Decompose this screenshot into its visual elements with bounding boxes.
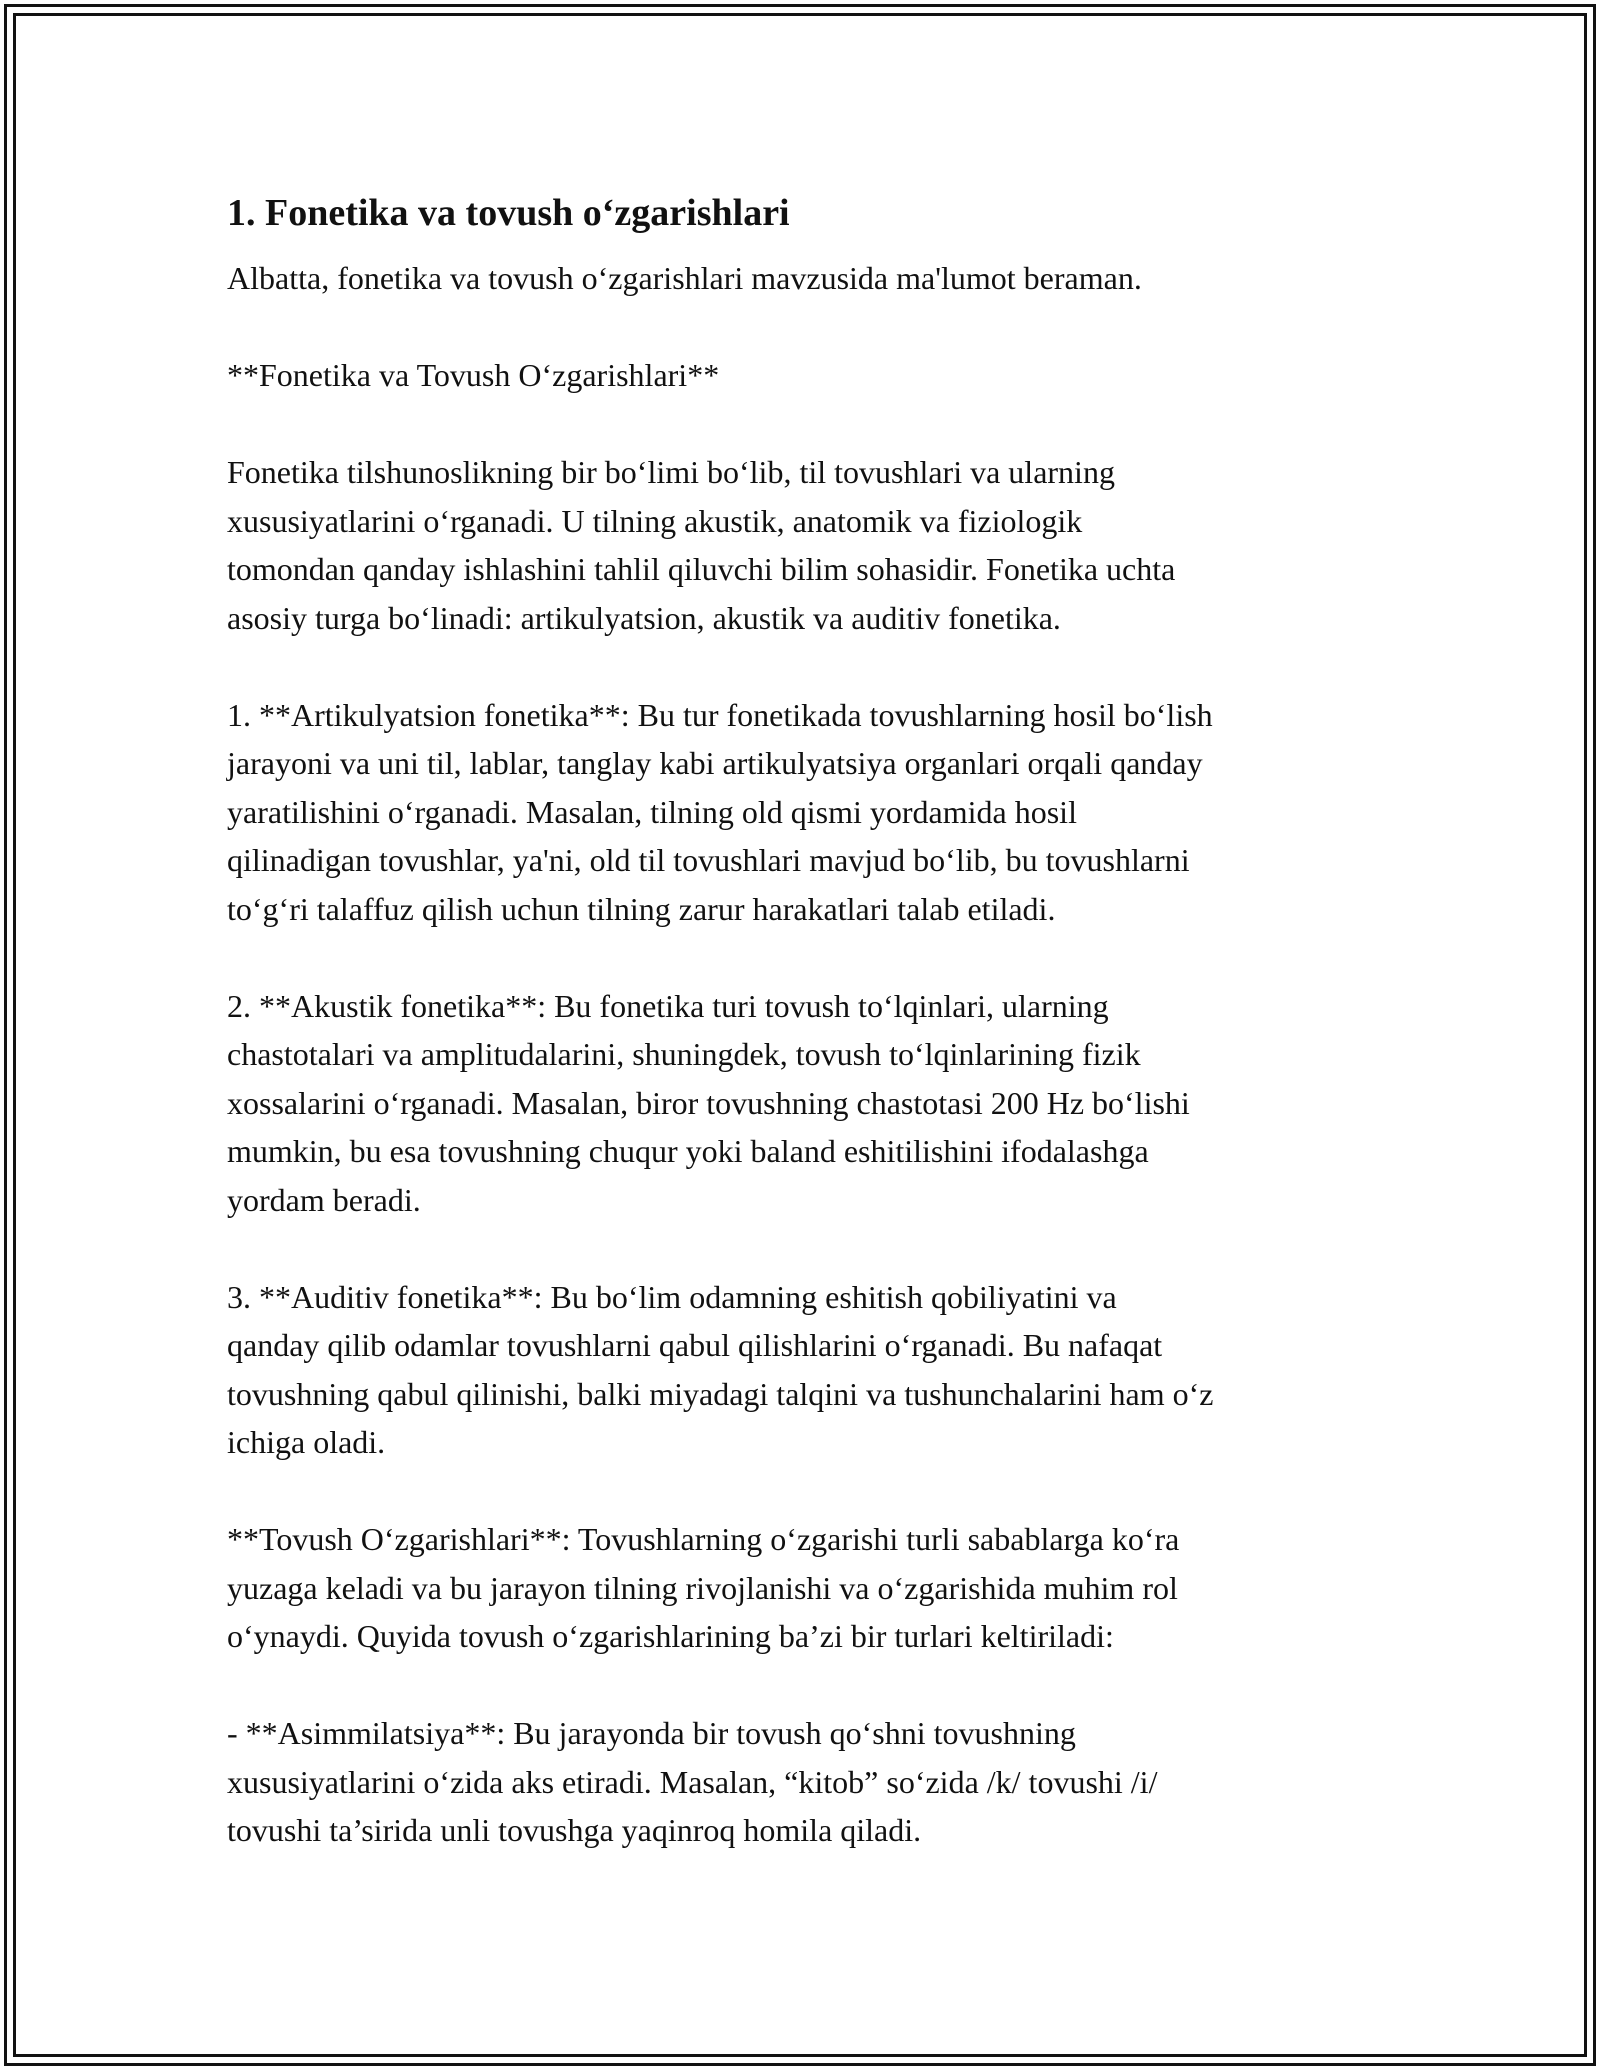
text-line: xususiyatlarini o‘zida aks etiradi. Masalan, “kitob” so‘zida /k/ tovushi /i/	[227, 1763, 1158, 1800]
text-line: **Tovush O‘zgarishlari**: Tovushlarning o‘zgarishi turli sabablarga ko‘ra	[227, 1521, 1180, 1557]
text-line: Fonetika tilshunoslikning bir bo‘limi bo‘lib, til tovushlari va ularning	[227, 454, 1115, 490]
text-line: qilinadigan tovushlar, ya'ni, old til tovushlari mavjud bo‘lib, bu tovushlarni	[227, 842, 1190, 878]
paragraph-gap	[227, 303, 1387, 352]
text-line: yuzaga keladi va bu jarayon tilning rivojlanishi va o‘zgarishida muhim rol	[227, 1569, 1178, 1606]
text-line: chastotalari va amplitudalarini, shuningdek, tovush to‘lqinlarining fizik	[227, 1036, 1141, 1072]
paragraph	[227, 1709, 1387, 1855]
text-line: 3. **Auditiv fonetika**: Bu bo‘lim odamning eshitish qobiliyatini va	[227, 1278, 1117, 1315]
text-line: qanday qilib odamlar tovushlarni qabul qilishlarini o‘rganadi. Bu nafaqat	[227, 1327, 1163, 1363]
text-line: 2. **Akustik fonetika**: Bu fonetika turi tovush to‘lqinlari, ularning	[227, 987, 1109, 1024]
text-line: **Fonetika va Tovush O‘zgarishlari**	[227, 357, 720, 393]
text-line: jarayoni va uni til, lablar, tanglay kabi artikulyatsiya organlari orqali qanday	[227, 745, 1203, 781]
text-line: ichiga oladi.	[227, 1424, 386, 1460]
text-line: o‘ynaydi. Quyida tovush o‘zgarishlarining ba’zi bir turlari keltiriladi:	[227, 1618, 1114, 1654]
text-line: tovushi ta’sirida unli tovushga yaqinroq homila qiladi.	[227, 1812, 922, 1848]
paragraph-list	[227, 254, 1387, 1855]
document-body	[227, 182, 1387, 1855]
text-line: - **Asimmilatsiya**: Bu jarayonda bir tovush qo‘shni tovushning	[227, 1715, 1076, 1751]
text-line: 1. **Artikulyatsion fonetika**: Bu tur fonetikada tovushlarning hosil bo‘lish	[227, 696, 1213, 733]
text-line: xususiyatlarini o‘rganadi. U tilning akustik, anatomik va fiziologik	[227, 502, 1083, 539]
section-heading: 1. Fonetika va tovush o‘zgarishlari	[227, 192, 790, 234]
paragraph	[227, 448, 1387, 642]
paragraph-gap	[227, 1661, 1387, 1710]
text-line: tovushning qabul qilinishi, balki miyadagi talqini va tushunchalarini ham o‘z	[227, 1375, 1214, 1412]
paragraph-gap	[227, 933, 1387, 982]
paragraph	[227, 691, 1387, 934]
text-line: mumkin, bu esa tovushning chuqur yoki baland eshitilishini ifodalashga	[227, 1133, 1149, 1169]
paragraph	[227, 351, 1387, 400]
paragraph-gap	[227, 1467, 1387, 1516]
text-line: Albatta, fonetika va tovush o‘zgarishlari mavzusida ma'lumot beraman.	[227, 260, 1142, 296]
spacer	[227, 244, 1387, 254]
paragraph-gap	[227, 642, 1387, 691]
paragraph	[227, 254, 1387, 303]
paragraph-gap	[227, 400, 1387, 449]
text-line: tomondan qanday ishlashini tahlil qiluvchi bilim sohasidir. Fonetika uchta	[227, 551, 1176, 587]
paragraph	[227, 1515, 1387, 1661]
text-line: yaratilishini o‘rganadi. Masalan, tilning old qismi yordamida hosil	[227, 793, 1077, 830]
text-line: xossalarini o‘rganadi. Masalan, biror tovushning chastotasi 200 Hz bo‘lishi	[227, 1084, 1190, 1121]
paragraph	[227, 1273, 1387, 1467]
text-line: to‘g‘ri talaffuz qilish uchun tilning zarur harakatlari talab etiladi.	[227, 890, 1056, 927]
paragraph-gap	[227, 1224, 1387, 1273]
text-line: yordam beradi.	[227, 1181, 421, 1218]
paragraph	[227, 982, 1387, 1225]
text-line: asosiy turga bo‘linadi: artikulyatsion, akustik va auditiv fonetika.	[227, 599, 1061, 636]
